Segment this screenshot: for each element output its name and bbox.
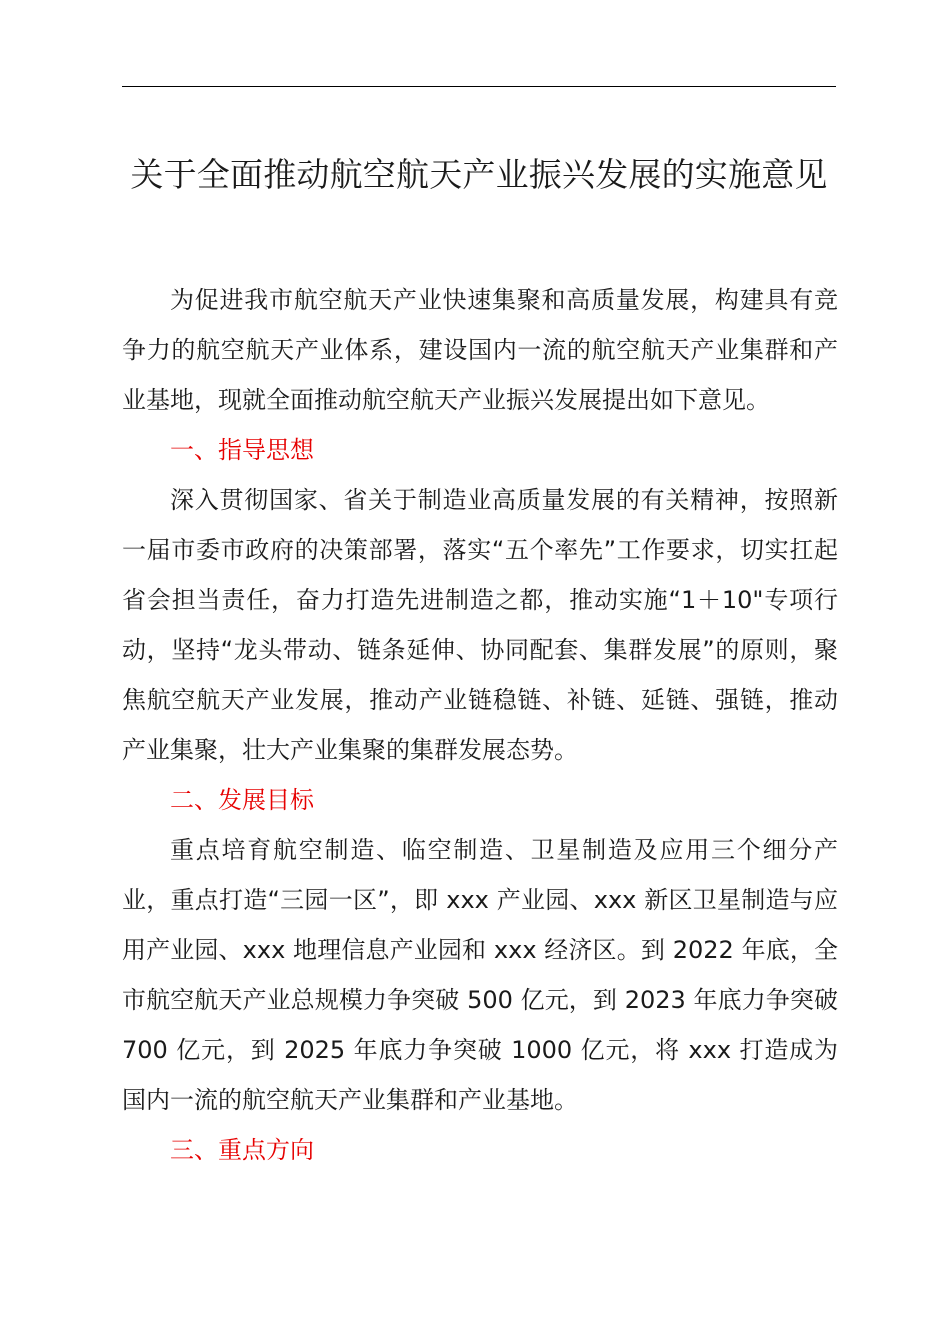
section-heading-guiding-ideology: 一、指导思想 bbox=[170, 436, 314, 464]
section-body-development-goals: 重点培育航空制造、临空制造、卫星制造及应用三个细分产业，重点打造“三园一区”，即 xxx 产业园、xxx 新区卫星制造与应用产业园、xxx 地理信息产业园和 xxx 经济区。到 2022 年底，全市航空航天产业总规模力争突破 500 亿元，到 2023 年底力争突破 700 亿元，到 2025 年底力争突破 1000 亿元，将 xxx 打造成为国内一流的航空航天产业集群和产业基地。 bbox=[122, 836, 838, 1114]
header-rule bbox=[122, 86, 836, 87]
intro-paragraph: 为促进我市航空航天产业快速集聚和高质量发展，构建具有竞争力的航空航天产业体系，建设国内一流的航空航天产业集群和产业基地，现就全面推动航空航天产业振兴发展提出如下意见。 bbox=[122, 286, 838, 414]
document-title: 关于全面推动航空航天产业振兴发展的实施意见 bbox=[130, 155, 828, 194]
document-body bbox=[122, 275, 838, 1175]
section-body-guiding-ideology: 深入贯彻国家、省关于制造业高质量发展的有关精神，按照新一届市委市政府的决策部署，落实“五个率先”工作要求，切实扛起省会担当责任，奋力打造先进制造之都，推动实施“1＋10"专项行动，坚持“龙头带动、链条延伸、协同配套、集群发展”的原则，聚焦航空航天产业发展，推动产业链稳链、补链、延链、强链，推动产业集聚，壮大产业集聚的集群发展态势。 bbox=[122, 486, 838, 764]
section-heading-development-goals: 二、发展目标 bbox=[170, 786, 314, 814]
section-heading-key-directions: 三、重点方向 bbox=[170, 1136, 314, 1164]
